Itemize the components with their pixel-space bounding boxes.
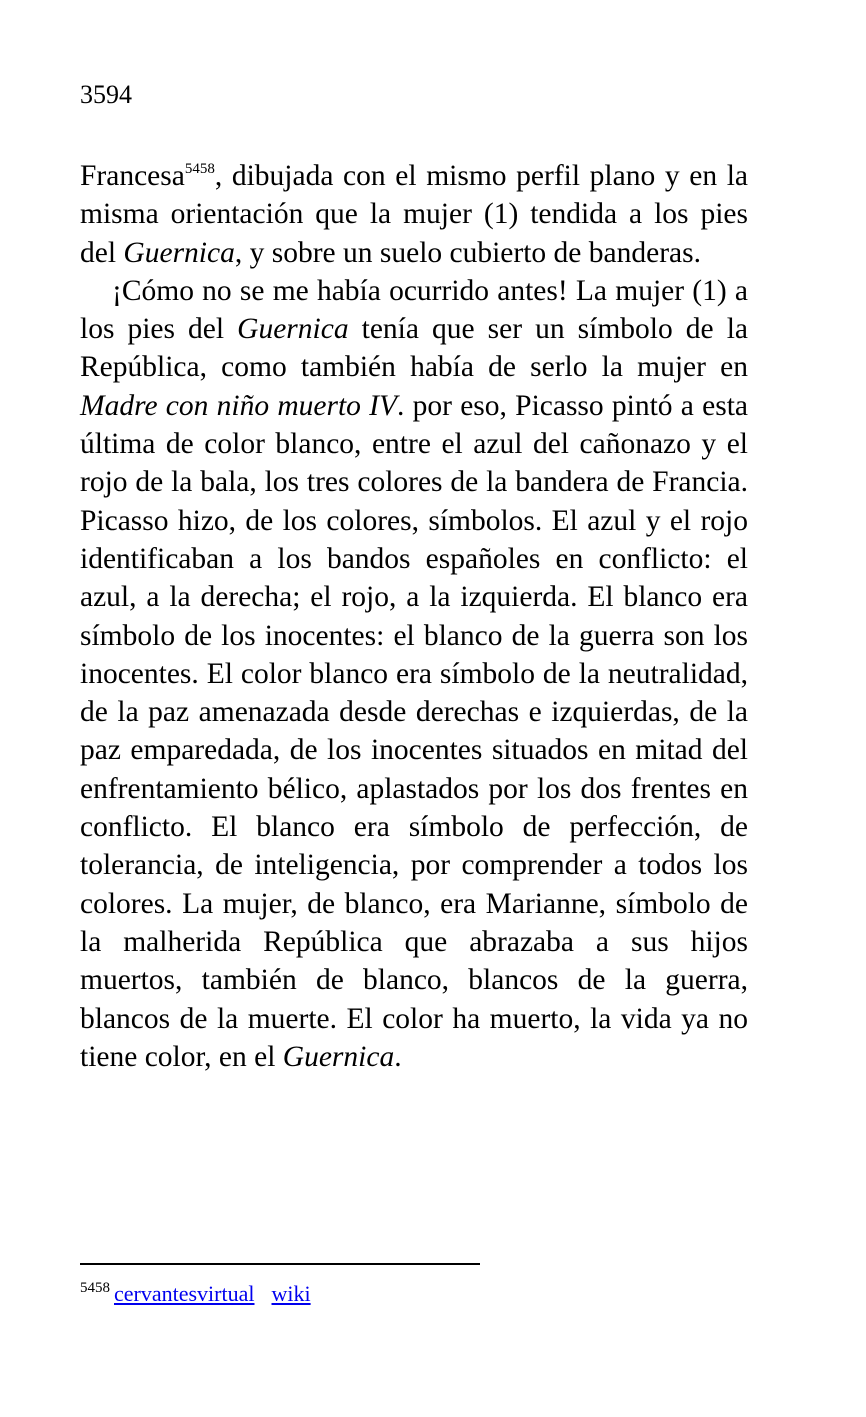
text-span: ¡Cómo no se me había ocurrido antes! La mujer (1) a los pies del bbox=[80, 274, 748, 346]
text-span: tenía que ser un símbolo de la República, como también había de serlo la mujer en bbox=[80, 313, 748, 384]
text-span: Francesa bbox=[80, 160, 185, 192]
body-text bbox=[80, 157, 748, 1076]
italic-title: Guernica bbox=[282, 1040, 395, 1073]
italic-title: Madre con niño muerto IV bbox=[80, 389, 398, 422]
footnote-divider bbox=[80, 1263, 480, 1265]
italic-title: Guernica bbox=[237, 313, 349, 346]
cervantesvirtual-link[interactable]: cervantesvirtual bbox=[114, 1281, 255, 1306]
footnote bbox=[80, 1280, 311, 1308]
footnote-number: 5458 bbox=[80, 1280, 110, 1296]
text-span: , dibujada con el mismo perfil plano y en la misma orientación que la mujer (1) tendida a los pies del bbox=[80, 160, 748, 269]
wiki-link[interactable]: wiki bbox=[271, 1281, 311, 1306]
paragraph bbox=[80, 157, 748, 272]
paragraph bbox=[80, 272, 748, 1076]
text-span: . por eso, Picasso pintó a esta última de color blanco, entre el azul del cañonazo y el rojo de la bala, los tres colores de la bandera de Francia. Picasso hizo, de los colores, símbolos. El azul y el rojo identificaban a los bandos españoles en conflicto: el azul, a la derecha; el rojo, a la izquierda. El blanco era símbolo de los inocentes: el blanco de la guerra son los inocentes. El color blanco era símbolo de la neutralidad, de la paz amenazada desde derechas e izquierdas, de la paz emparedada, de los inocentes situados en mitad del enfrentamiento bélico, aplastados por los dos frentes en conflicto. El blanco era símbolo de perfección, de tolerancia, de inteligencia, por comprender a todos los colores. La mujer, de blanco, era Marianne, símbolo de la malherida República que abrazaba a sus hijos muertos, también de blanco, blancos de la guerra, blancos de la muerte. El color ha muerto, la vida ya no tiene color, en el bbox=[80, 389, 749, 1073]
italic-title: Guernica bbox=[123, 236, 235, 269]
page-number: 3594 bbox=[80, 80, 132, 109]
text-span: , y sobre un suelo cubierto de banderas. bbox=[234, 236, 701, 269]
text-span: . bbox=[394, 1040, 402, 1073]
footnote-reference[interactable]: 5458 bbox=[184, 161, 215, 177]
